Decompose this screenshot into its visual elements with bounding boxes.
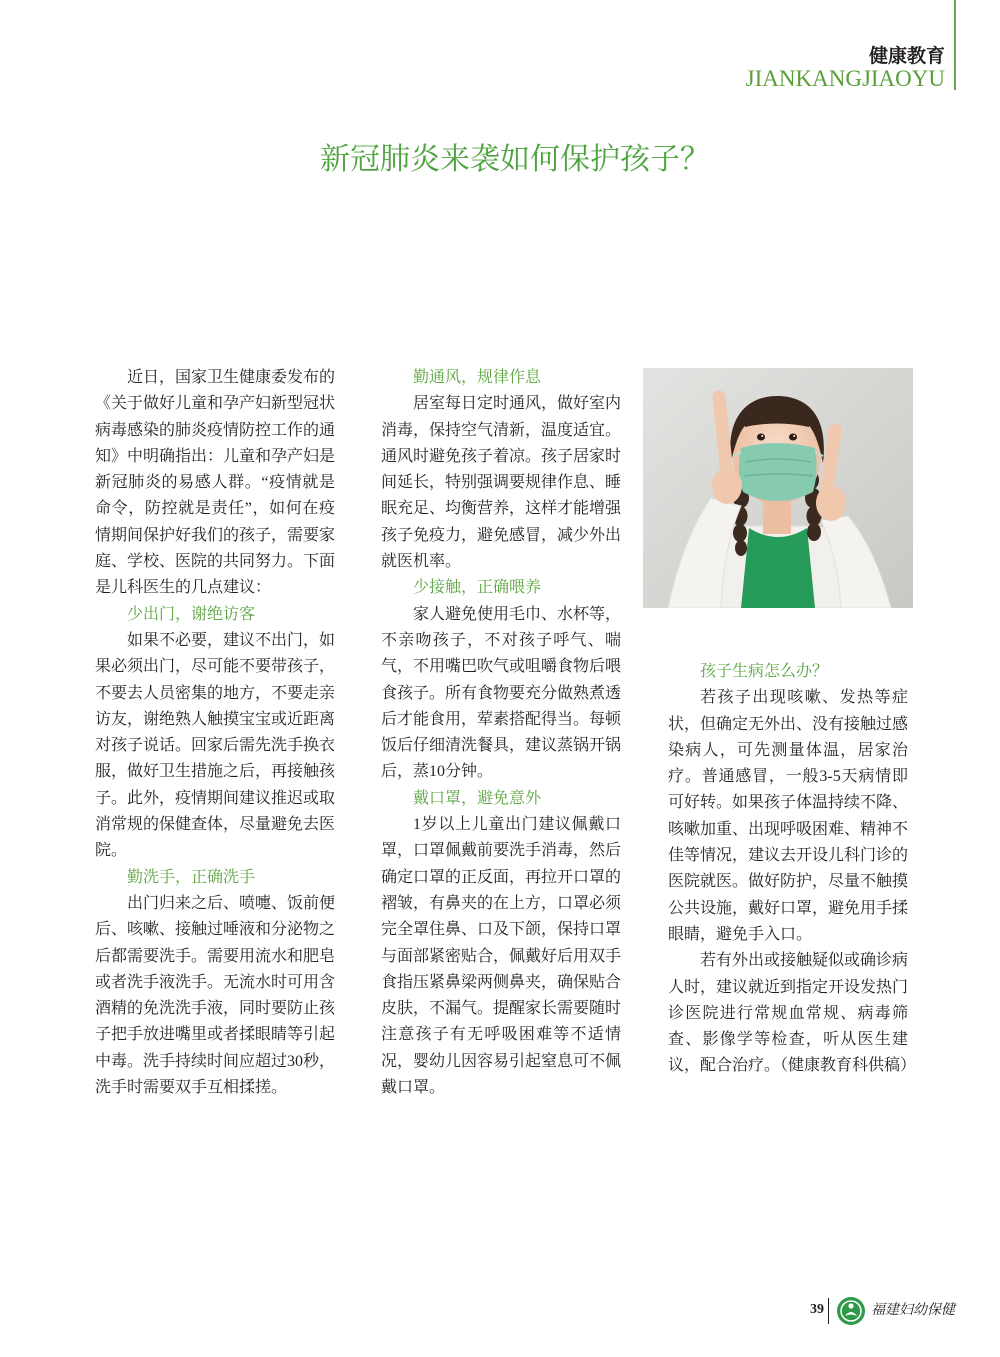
page-number: 39 (810, 1302, 824, 1317)
paragraph: 如果不必要，建议不出门，如果必须出门，尽可能不要带孩子，不要去人员密集的地方，不要走亲访友，谢绝熟人触摸宝宝或近距离对孩子说话。回家后需先洗手换衣服，做好卫生措施之后，再接触孩子。此外，疫情期间建议推迟或取消常规的保健查体，尽量避免去医院。 (95, 631, 336, 860)
section-heading: 少接触，正确喂养 (413, 579, 542, 597)
magazine-logo-text: 福建妇幼保健 (871, 1302, 955, 1318)
paragraph: 出门归来之后、喷嚏、饭前便后、咳嗽、接触过唾液和分泌物之后都需要洗手。需要用流水和肥皂或者洗手液洗手。无流水时可用含酒精的免洗洗手液，同时要防止孩子把手放进嘴里或者揉眼睛等引起中毒。洗手持续时间应超过30秒，洗手时需要双手互相揉搓。 (95, 894, 336, 1097)
column-3 (668, 659, 917, 1080)
column-1 (95, 365, 335, 1101)
footer-divider (828, 1298, 829, 1324)
column-2 (381, 365, 621, 1101)
green-top (741, 528, 815, 608)
header-divider (954, 0, 956, 90)
section-heading: 勤通风，规律作息 (413, 369, 542, 386)
intro-paragraph: 近日，国家卫生健康委发布的《关于做好儿童和孕产妇新型冠状病毒感染的肺炎疫情防控工作的通知》中明确指出：儿童和孕产妇是新冠肺炎的易感人群。“疫情就是命令，防控就是责任”，如何在疫情期间保护好我们的孩子，需要家庭、学校、医院的共同努力。下面是儿科医生的几点建议： (95, 369, 336, 597)
article-title: 新冠肺炎来袭如何保护孩子？ (320, 142, 710, 177)
section-title-cn: 健康教育 (868, 45, 945, 67)
paragraph: 若有外出或接触疑似或确诊病人时，建议就近到指定开设发热门诊医院进行常规血常规、病毒筛查、影像学等检查，听从医生建议，配合治疗。（健康教育科供稿） (668, 952, 917, 1075)
section-heading: 勤洗手，正确洗手 (127, 868, 256, 886)
circle-emblem-icon (836, 1296, 866, 1326)
paragraph: 1岁以上儿童出门建议佩戴口罩，口罩佩戴前要洗手消毒，然后确定口罩的正反面，再拉开口罩的褶皱，有鼻夹的在上方，口罩必须完全罩住鼻、口及下颌，保持口罩与面部紧密贴合，佩戴好后用双手食指压紧鼻梁两侧鼻夹，确保贴合皮肤，不漏气。提醒家长需要随时注意孩子有无呼吸困难等不适情况，婴幼儿因容易引起窒息可不佩戴口罩。 (381, 816, 622, 1097)
child-with-mask-photo (643, 368, 913, 608)
paragraph: 家人避免使用毛巾、水杯等，不亲吻孩子，不对孩子呼气、喘气，不用嘴巴吹气或咀嚼食物后喂食孩子。所有食物要充分做熟煮透后才能食用，荤素搭配得当。每顿饭后仔细清洗餐具，建议蒸锅开锅后，蒸10分钟。 (381, 605, 622, 781)
face-mask (733, 443, 823, 501)
section-title-en: JIANKANGJIAOYU (745, 66, 945, 91)
section-heading: 孩子生病怎么办？ (700, 663, 829, 680)
paragraph: 若孩子出现咳嗽、发热等症状，但确定无外出、没有接触过感染病人，可先测量体温，居家治疗。普通感冒，一般3-5天病情即可好转。如果孩子体温持续不降、咳嗽加重、出现呼吸困难、精神不佳等情况，建议去开设儿科门诊的医院就医。做好防护，尽量不触摸公共设施，戴好口罩，避免用手揉眼睛，避免手入口。 (668, 689, 909, 943)
section-heading: 戴口罩，避免意外 (413, 789, 542, 807)
paragraph: 居室每日定时通风，做好室内消毒，保持空气清新，温度适宜。通风时避免孩子着凉。孩子居家时间延长，特别强调要规律作息、睡眠充足、均衡营养，这样才能增强孩子免疫力，避免感冒，减少外出就医机率。 (381, 395, 622, 571)
section-heading: 少出门，谢绝访客 (127, 605, 256, 623)
